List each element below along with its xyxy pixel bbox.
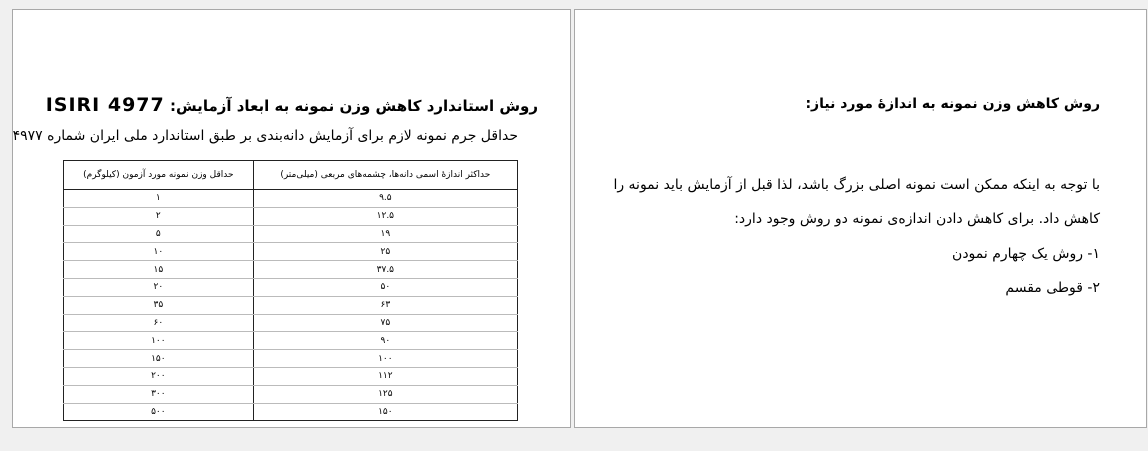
table-caption: حداقل جرم نمونه لازم برای آزمایش دانه‌بندی بر طبق استاندارد ملی ایران شماره ۴۹۷۷ xyxy=(12,128,518,144)
paragraph-line-1: با توجه به اینکه ممکن است نمونه اصلی بزرگ باشد، لذا قبل از آزمایش باید نمونه را xyxy=(613,177,1100,193)
cell-max-size: ۹۰ xyxy=(253,332,517,350)
cell-min-weight: ۱ xyxy=(64,190,254,208)
table-row xyxy=(64,403,518,421)
table-row xyxy=(64,225,518,243)
cell-max-size: ۳۷.۵ xyxy=(253,261,517,279)
cell-min-weight: ۲ xyxy=(64,207,254,225)
cell-max-size: ۶۳ xyxy=(253,296,517,314)
cell-min-weight: ۱۰ xyxy=(64,243,254,261)
table-row xyxy=(64,190,518,208)
cell-max-size: ۱۵۰ xyxy=(253,403,517,421)
cell-min-weight: ۵۰۰ xyxy=(64,403,254,421)
sample-weight-table xyxy=(63,160,518,421)
table-row xyxy=(64,243,518,261)
title-text: روش استاندارد کاهش وزن نمونه به ابعاد آزمایش: xyxy=(169,97,538,115)
right-page-title: روش کاهش وزن نمونه به اندازهٔ مورد نیاز: xyxy=(805,96,1100,112)
cell-min-weight: ۲۰۰ xyxy=(64,367,254,385)
table-row xyxy=(64,314,518,332)
cell-min-weight: ۱۵۰ xyxy=(64,350,254,368)
header-min-weight: حداقل وزن نمونه مورد آزمون (کیلوگرم) xyxy=(64,161,254,190)
cell-min-weight: ۱۰۰ xyxy=(64,332,254,350)
left-page-title xyxy=(46,94,538,116)
cell-max-size: ۲۵ xyxy=(253,243,517,261)
cell-min-weight: ۶۰ xyxy=(64,314,254,332)
left-document-page xyxy=(12,9,571,428)
table-row xyxy=(64,350,518,368)
standard-code: ISIRI 4977 xyxy=(45,94,165,116)
table-row xyxy=(64,332,518,350)
cell-min-weight: ۲۰ xyxy=(64,278,254,296)
method-item-2: ۲- قوطی مقسم xyxy=(1005,280,1100,296)
cell-max-size: ۱۱۲ xyxy=(253,367,517,385)
intro-paragraph xyxy=(600,168,1100,236)
paragraph-line-2: کاهش داد. برای کاهش دادن اندازه‌ی نمونه دو روش وجود دارد: xyxy=(734,211,1100,227)
cell-min-weight: ۳۵ xyxy=(64,296,254,314)
method-item-1: ۱- روش یک چهارم نمودن xyxy=(952,246,1100,262)
cell-max-size: ۷۵ xyxy=(253,314,517,332)
table-header-row xyxy=(64,161,518,190)
table-row xyxy=(64,296,518,314)
table-row xyxy=(64,367,518,385)
cell-min-weight: ۵ xyxy=(64,225,254,243)
cell-max-size: ۱۲۵ xyxy=(253,385,517,403)
table-row xyxy=(64,207,518,225)
cell-max-size: ۹.۵ xyxy=(253,190,517,208)
cell-max-size: ۵۰ xyxy=(253,278,517,296)
header-max-size: حداکثر اندازهٔ اسمی دانه‌ها، چشمه‌های مربعی (میلی‌متر) xyxy=(253,161,517,190)
cell-min-weight: ۳۰۰ xyxy=(64,385,254,403)
table-row xyxy=(64,385,518,403)
cell-max-size: ۱۹ xyxy=(253,225,517,243)
right-document-page xyxy=(574,9,1147,428)
cell-max-size: ۱۲.۵ xyxy=(253,207,517,225)
table-row xyxy=(64,261,518,279)
cell-max-size: ۱۰۰ xyxy=(253,350,517,368)
table-row xyxy=(64,278,518,296)
cell-min-weight: ۱۵ xyxy=(64,261,254,279)
